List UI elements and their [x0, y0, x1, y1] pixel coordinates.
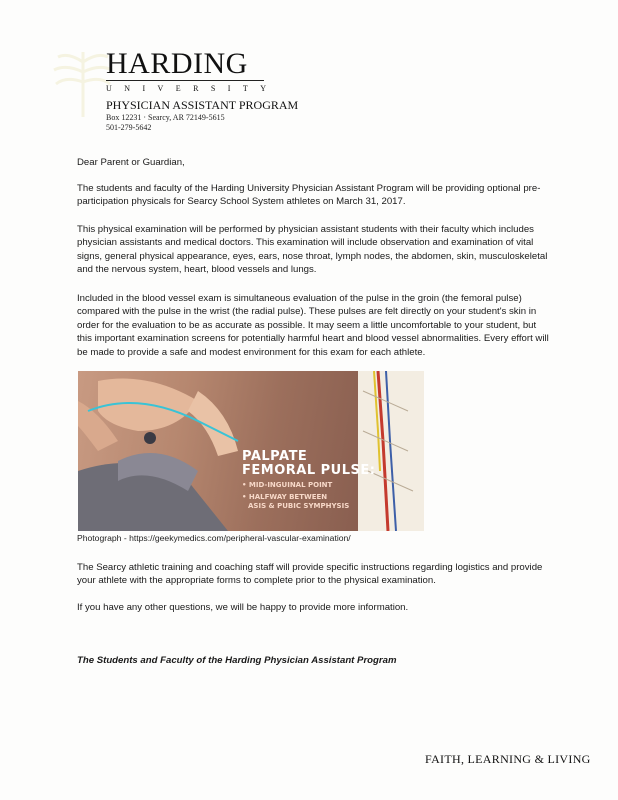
femoral-pulse-photo: [78, 371, 424, 531]
brand-wordmark: HARDING: [106, 47, 248, 80]
program-name: PHYSICIAN ASSISTANT PROGRAM: [106, 98, 299, 112]
phone-line: 501-279-5642: [106, 123, 152, 132]
photo-bullet-2a: • HALFWAY BETWEEN: [242, 493, 328, 501]
photo-caption: Photograph - https://geekymedics.com/peripheral-vascular-examination/: [77, 533, 351, 543]
paragraph-pulse-exam: Included in the blood vessel exam is simultaneous evaluation of the pulse in the groin (the femoral pulse) compared with the pulse in the wrist (the radial pulse). These pulses are felt directly on your student's skin in order for the evaluation to be as accurate as possible. It may seem a little uncomfortable to your student, but this important examination screens for potentially harmful heart and blood vessel abnormalities. Every effort will be made to provide a safe and modest environment for this exam for each athlete.: [77, 293, 549, 358]
paragraph-intro: The students and faculty of the Harding University Physician Assistant Program will be providing optional pre-participation physicals for Searcy School System athletes on March 31, 2017.: [77, 183, 541, 208]
paragraph-logistics: The Searcy athletic training and coaching staff will provide specific instructions regarding logistics and provide your athlete with the appropriate forms to complete prior to the physical examination.: [77, 562, 543, 587]
paragraph-exam-details: This physical examination will be performed by physician assistant students with their faculty which includes physician assistants and medical doctors. This examination will include observation and examination of vital signs, general physical appearance, eyes, ears, nose throat, lymph nodes, the abdomen, skin, musculoskeletal and the nervous system, heart, blood vessels and lungs.: [77, 224, 548, 276]
footer-motto: FAITH, LEARNING & LIVING: [425, 752, 591, 766]
signature-line: The Students and Faculty of the Harding Physician Assistant Program: [77, 655, 397, 666]
paragraph-questions: If you have any other questions, we will be happy to provide more information.: [77, 602, 409, 613]
photo-title-line2: FEMORAL PULSE:: [242, 463, 376, 478]
photo-title-line1: PALPATE: [242, 449, 308, 464]
university-wordmark: U N I V E R S I T Y: [106, 84, 266, 93]
address-line: Box 12231 · Searcy, AR 72149-5615: [106, 113, 225, 122]
photo-bullet-2b: ASIS & PUBIC SYMPHYSIS: [248, 502, 350, 510]
salutation: Dear Parent or Guardian,: [77, 157, 185, 168]
brand-rule: [106, 80, 264, 81]
photo-bullet-1: • MID-INGUINAL POINT: [242, 481, 333, 489]
